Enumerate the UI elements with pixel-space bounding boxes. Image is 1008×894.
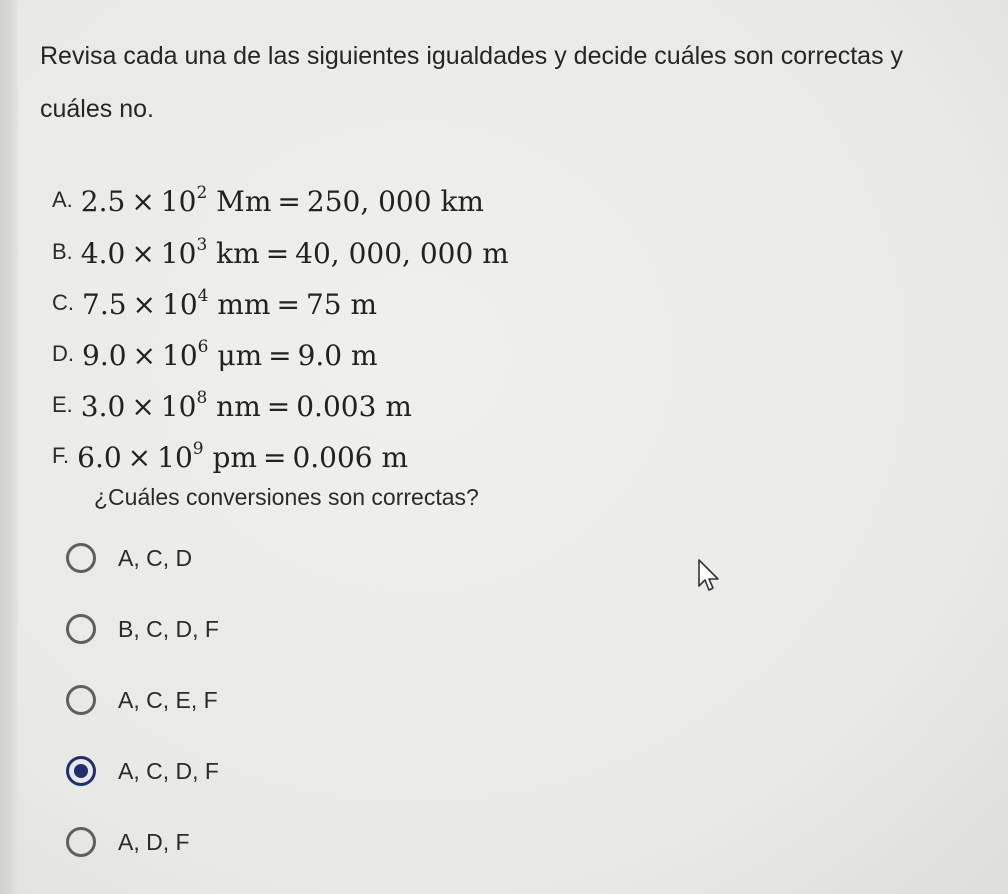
option-a-c-d[interactable]: [66, 538, 192, 578]
option-a-c-d-f[interactable]: [66, 751, 219, 791]
equality-expression: $7.5 \times 10^4$ mm = 75 m: [82, 285, 378, 321]
radio-button[interactable]: [66, 614, 96, 644]
equality-letter: D.: [52, 341, 74, 366]
option-label: A, D, F: [118, 828, 190, 855]
equality-a: [52, 180, 484, 220]
equality-e: [52, 385, 412, 425]
radio-button[interactable]: [66, 827, 96, 857]
mouse-pointer-icon: [697, 558, 723, 594]
equality-letter: A.: [52, 187, 73, 212]
question-text: ¿Cuáles conversiones son correctas?: [94, 484, 479, 510]
option-label: A, C, D: [118, 544, 193, 571]
option-label: B, C, D, F: [118, 615, 219, 642]
radio-button-selected[interactable]: [66, 756, 96, 786]
equality-letter: C.: [52, 290, 74, 315]
equality-letter: E.: [52, 392, 73, 417]
equality-letter: B.: [52, 239, 73, 264]
equality-b: [52, 232, 509, 272]
equality-c: [52, 283, 377, 323]
radio-button[interactable]: [66, 543, 96, 573]
option-label: A, C, D, F: [118, 757, 219, 784]
equality-expression: $2.5 \times 10^2$ Mm = 250, 000 km: [80, 182, 484, 218]
equality-expression: $6.0 \times 10^9$ pm = 0.006 m: [77, 438, 409, 474]
equality-f: [52, 436, 408, 476]
equality-letter: F.: [52, 443, 70, 468]
equality-d: [52, 334, 378, 374]
question-prompt: Revisa cada una de las siguientes igualdades y decide cuáles son correctas y cuáles no.: [40, 42, 904, 123]
option-b-c-d-f[interactable]: [66, 609, 219, 649]
equality-expression: $3.0 \times 10^8$ nm = 0.003 m: [80, 387, 412, 423]
equality-expression: $9.0 \times 10^6$ μm = 9.0 m: [82, 336, 378, 372]
radio-button[interactable]: [66, 685, 96, 715]
option-a-c-e-f[interactable]: [66, 680, 218, 720]
option-label: A, C, E, F: [118, 686, 218, 713]
option-a-d-f[interactable]: [66, 822, 190, 862]
screen-edge: [0, 0, 18, 894]
equality-expression: $4.0 \times 10^3$ km = 40, 000, 000 m: [80, 234, 509, 270]
